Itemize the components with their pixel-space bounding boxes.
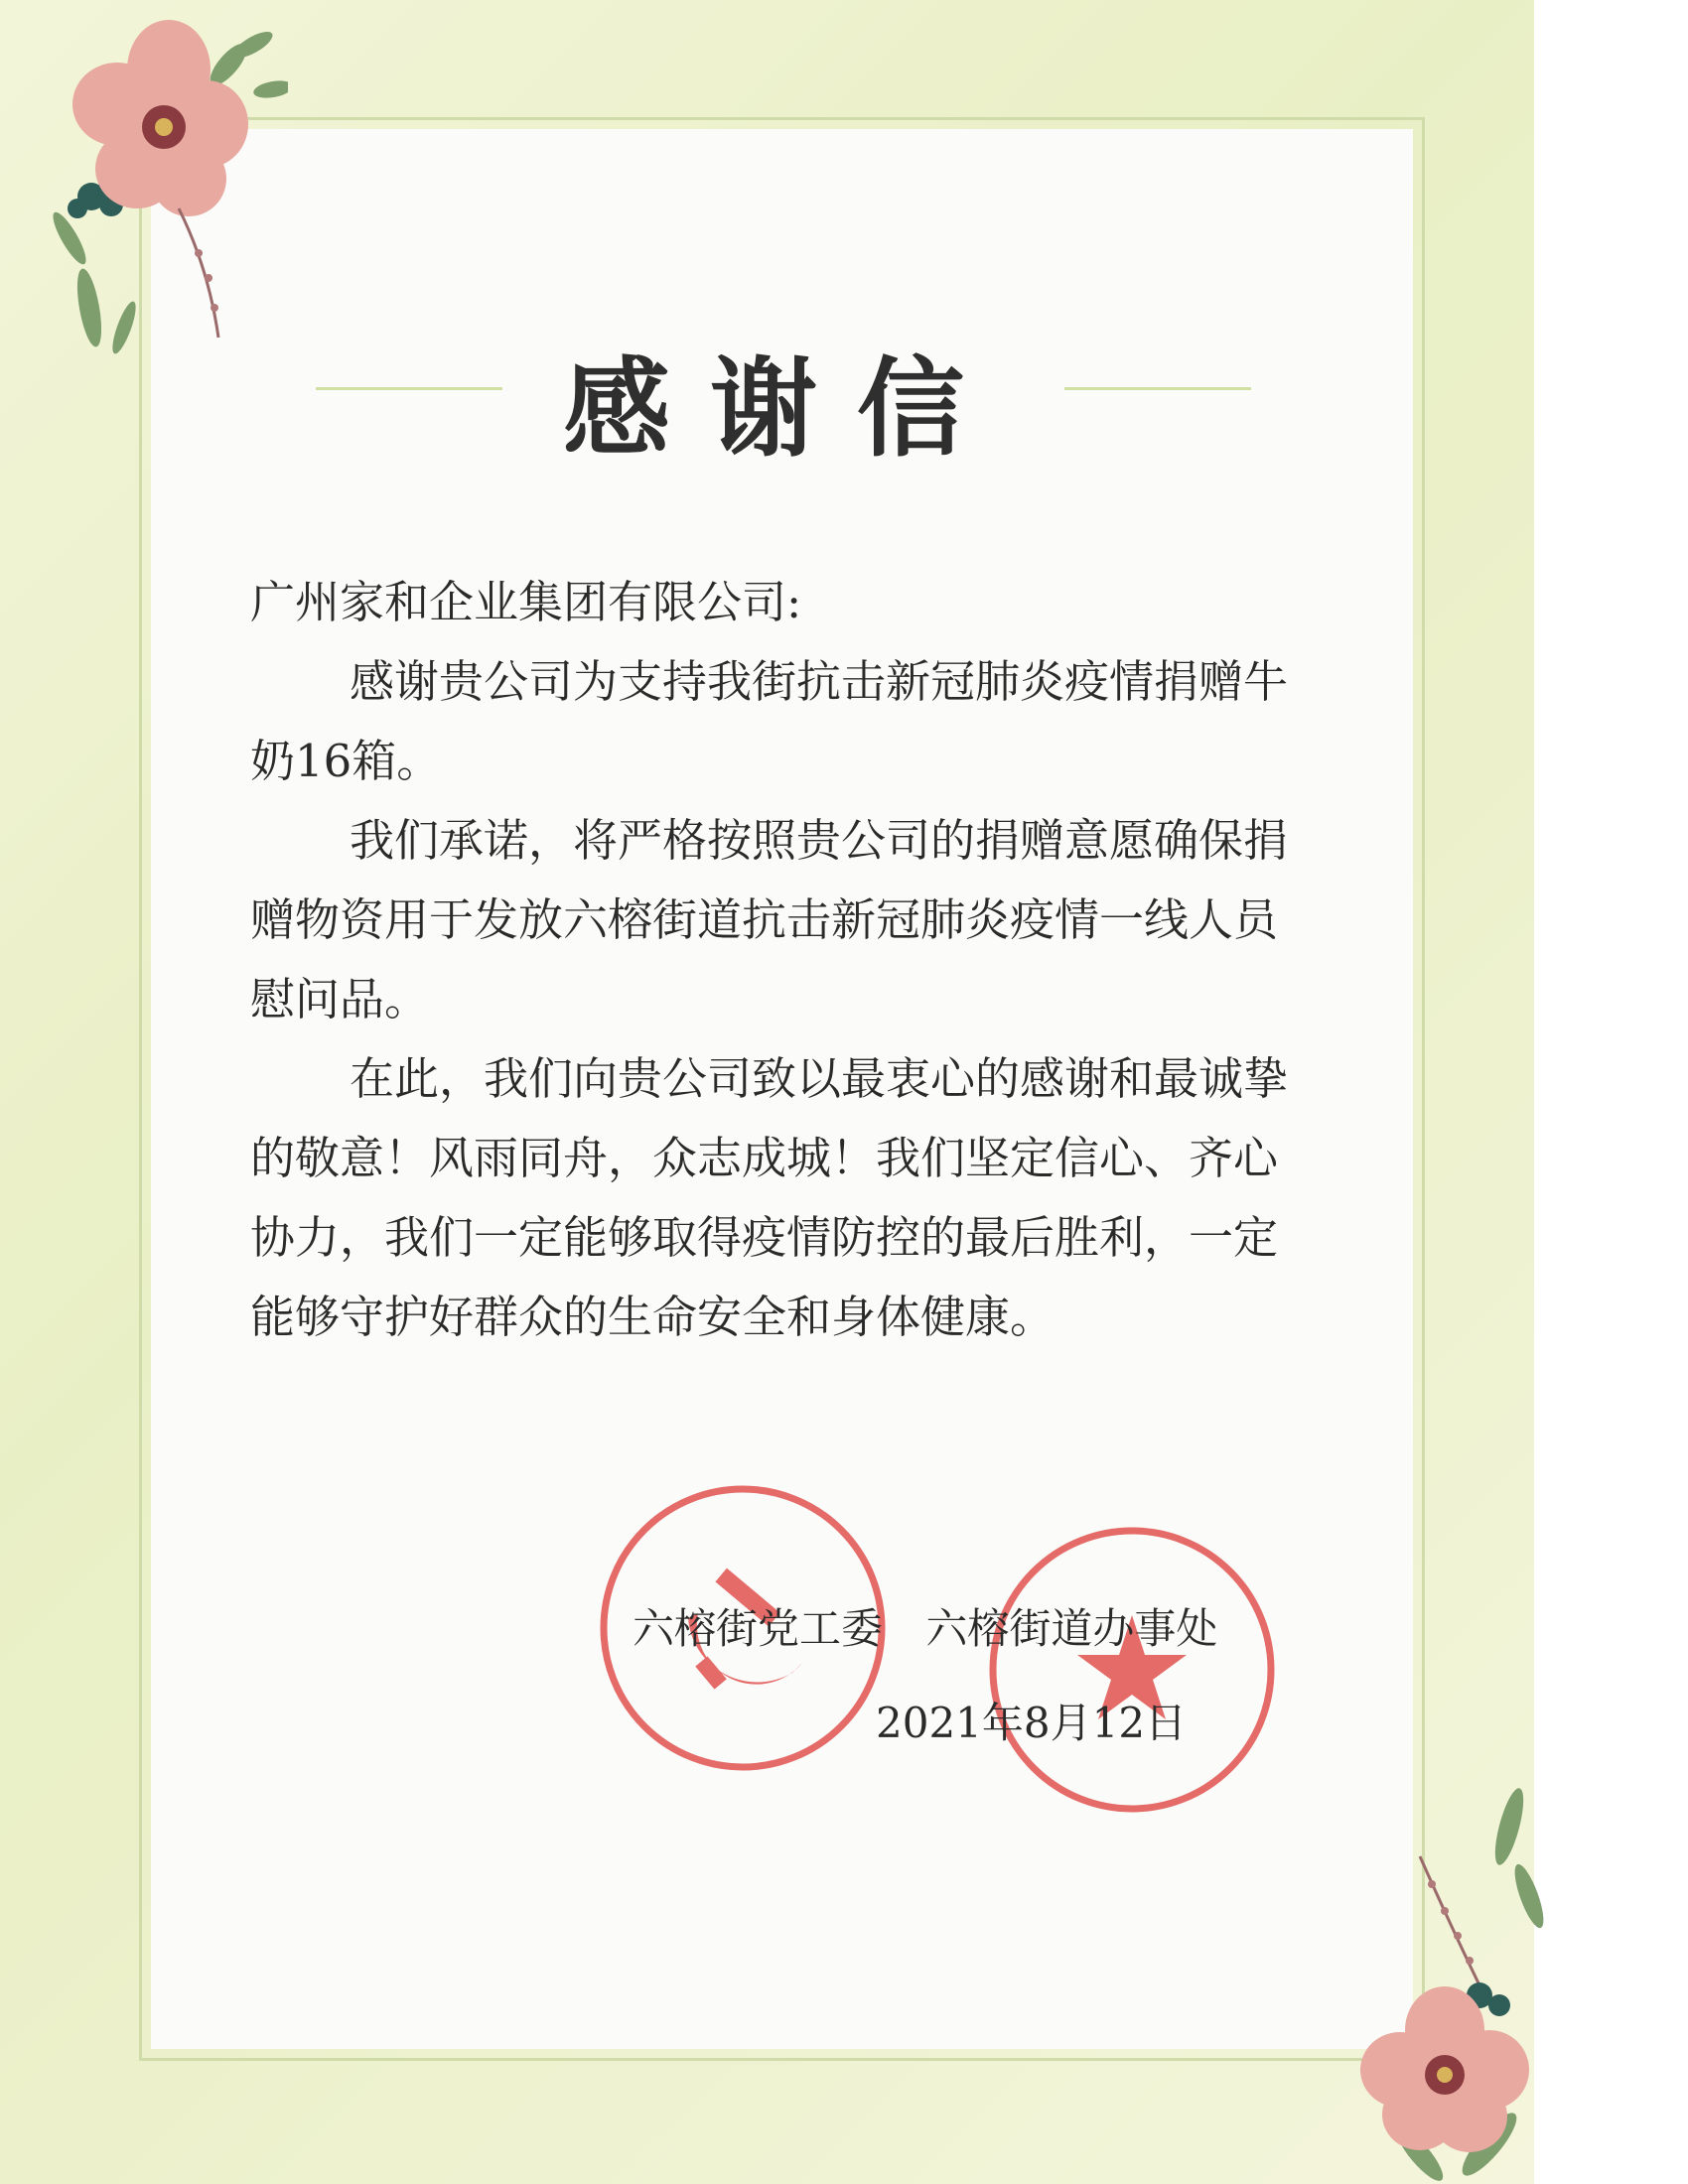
signer-subdistrict-office: 六榕街道办事处 bbox=[925, 1604, 1218, 1653]
paragraph: 在此，我们向贵公司致以最衷心的感谢和最诚挚的敬意！风雨同舟，众志成城！我们坚定信心、齐心协力，我们一定能够取得疫情防控的最后胜利，一定能够守护好群众的生命安全和身体健康。 bbox=[250, 1052, 1289, 1343]
signers bbox=[633, 1596, 1328, 1666]
flower-bottom-right-decoration bbox=[1350, 1767, 1569, 2184]
letter-date: 2021年8月12日 bbox=[876, 1699, 1188, 1747]
salutation: 广州家和企业集团有限公司: bbox=[250, 576, 802, 628]
paragraph: 感谢贵公司为支持我街抗击新冠肺炎疫情捐赠牛奶16箱。 bbox=[250, 655, 1289, 787]
letter-body bbox=[250, 563, 1308, 1357]
subdistrict-office-seal bbox=[983, 1521, 1281, 1819]
signer-party-committee: 六榕街党工委 bbox=[633, 1604, 884, 1653]
paragraph: 我们承诺，将严格按照贵公司的捐赠意愿确保捐赠物资用于发放六榕街道抗击新冠肺炎疫情一线人员慰问品。 bbox=[250, 814, 1289, 1025]
letter-title: 感谢信 bbox=[562, 346, 1004, 472]
signature-block bbox=[633, 1596, 1328, 1747]
